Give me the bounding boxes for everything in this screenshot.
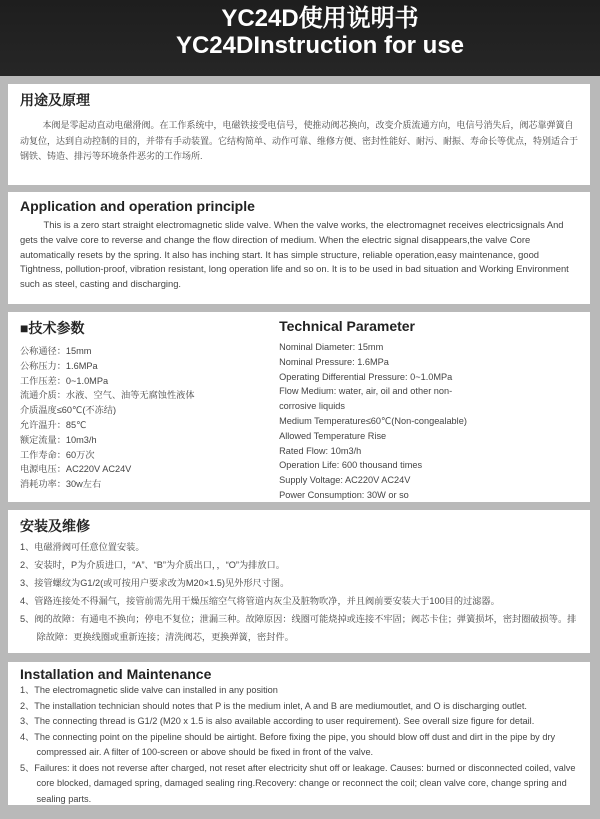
params-english [279,318,578,503]
section-installation-en [8,662,590,805]
list-item: 允许温升：85℃ [20,419,87,430]
document-header [0,0,600,76]
list-item: 电源电压：AC220V AC24V [20,464,132,475]
params-chinese [20,318,279,503]
list-item: 消耗功率：30w左右 [20,479,102,490]
section-principle-en [8,192,590,304]
section-heading: 用途及原理 [20,92,90,108]
list-item: 公称压力：1.6MPa [20,360,98,371]
list-item: 5、Failures: it does not reverse after charged, not reset after electricity shut off or leakage. Causes: burned or disconnected coiled, valve core blocked, damaged spring, damaged sealing ring.Recovery: change or reconnect the coil; clean valve core, change spring and sealing parts. [20,762,576,804]
list-item: 额定流量：10m3/h [20,434,97,445]
list-item: Nominal Pressure: 1.6MPa [279,356,389,367]
section-technical-parameters [8,312,590,502]
list-item: Supply Voltage: AC220V AC24V [279,475,411,486]
section-text: 本阀是零起动直动电磁滑阀。在工作系统中，电磁铁接受电信号，使推动阀芯换向，改变介质流通方向，电信号消失后，阀芯靠弹簧自动复位，达到自动控制的目的，并带有手动装置。它结构简单、动作可靠、维修方便、密封性能好、耐污、耐振、寿命长等优点，特别适合于钢铁、铸造、排污等环境条件恶劣的工作场所. [20,120,579,161]
list-item: Operation Life: 600 thousand times [279,460,423,471]
list-item: 2、安装时，P为介质进口，“A”、“B”为介质出口，，“O”为排放口。 [20,560,285,570]
list-item: 公称通径：15mm [20,346,92,356]
list-item: 工作压差：0~1.0MPa [20,375,109,386]
list-item: Flow Medium: water, air, oil and other non- [279,386,453,397]
list-item: Medium Temperature≤60℃(Non-congealable) [279,415,467,426]
section-heading: 安装及维修 [20,518,90,534]
list-item: 2、The installation technician should notes that P is the medium inlet, A and B are mediumoutlet, and O is discharging outlet. [20,700,527,711]
list-item: 4、The connecting point on the pipeline should be airtight. Before fixing the pipe, you should blow off dust and dirt in the pipe by dry compressed air. A filter of 100-screen or above should be fixed in front of the valve. [20,731,556,757]
list-item: 1、The electromagnetic slide valve can installed in any position [20,685,278,695]
list-item: 工作寿命：60万次 [20,449,95,460]
section-principle-cn [8,84,590,185]
list-item: 介质温度≤60℃(不冻结) [20,405,117,416]
title-chinese: YC24D使用说明书 [221,5,419,32]
section-heading: Installation and Maintenance [20,666,212,682]
section-heading: Technical Parameter [279,318,415,334]
section-installation-cn [8,510,590,653]
list-item: 4、管路连接处不得漏气，接管前需先用干燥压缩空气将管道内灰尘及脏物吹净，并且阀前要安装大于100目的过滤器。 [20,596,500,606]
list-item: corrosive liquids [279,401,345,412]
list-item: Power Consumption: 30W or so [279,489,409,500]
list-item: 3、The connecting thread is G1/2 (M20 x 1.5 is also available according to user requirement). See overall size figure for detail. [20,716,535,726]
list-item: Allowed Temperature Rise [279,430,387,441]
title-english: YC24DInstruction for use [175,32,465,59]
section-heading: Application and operation principle [20,198,255,214]
list-item: 3、接管螺纹为G1/2(或可按用户要求改为M20×1.5)见外形尺寸图。 [20,578,290,588]
section-heading: ■技术参数 [20,320,85,336]
list-item: Rated Flow: 10m3/h [279,445,362,456]
list-item: 1、电磁滑阀可任意位置安装。 [20,542,145,552]
list-item: 流通介质：水液、空气、油等无腐蚀性液体 [20,390,195,401]
list-item: 5、阀的故障：有通电不换向；停电不复位；泄漏三种。故障原因：线圈可能烧掉或连接不牢固；阀芯卡住；弹簧损坏，密封圈破损等。排除故障：更换线圈或重新连接；清洗阀芯，更换弹簧，密封件。 [20,614,577,642]
list-item: Nominal Diameter: 15mm [279,342,384,352]
section-text: This is a zero start straight electromagnetic slide valve. When the valve works, the electromagnet receives electricsignals And gets the valve core to reverse and change the flow direction of medium. When the electric signal disappears,the valve Core automatically resets by the spring. It also has inching start. It has simple structure, reliable operation,easy maintenance, good Tightness, pollution-proof, vibration resistant, long operation life and so on. It is to be used in bad situation and Working Environment such as steel, casting and discharging. [20,219,569,290]
list-item: Operating Differential Pressure: 0~1.0MPa [279,371,453,382]
